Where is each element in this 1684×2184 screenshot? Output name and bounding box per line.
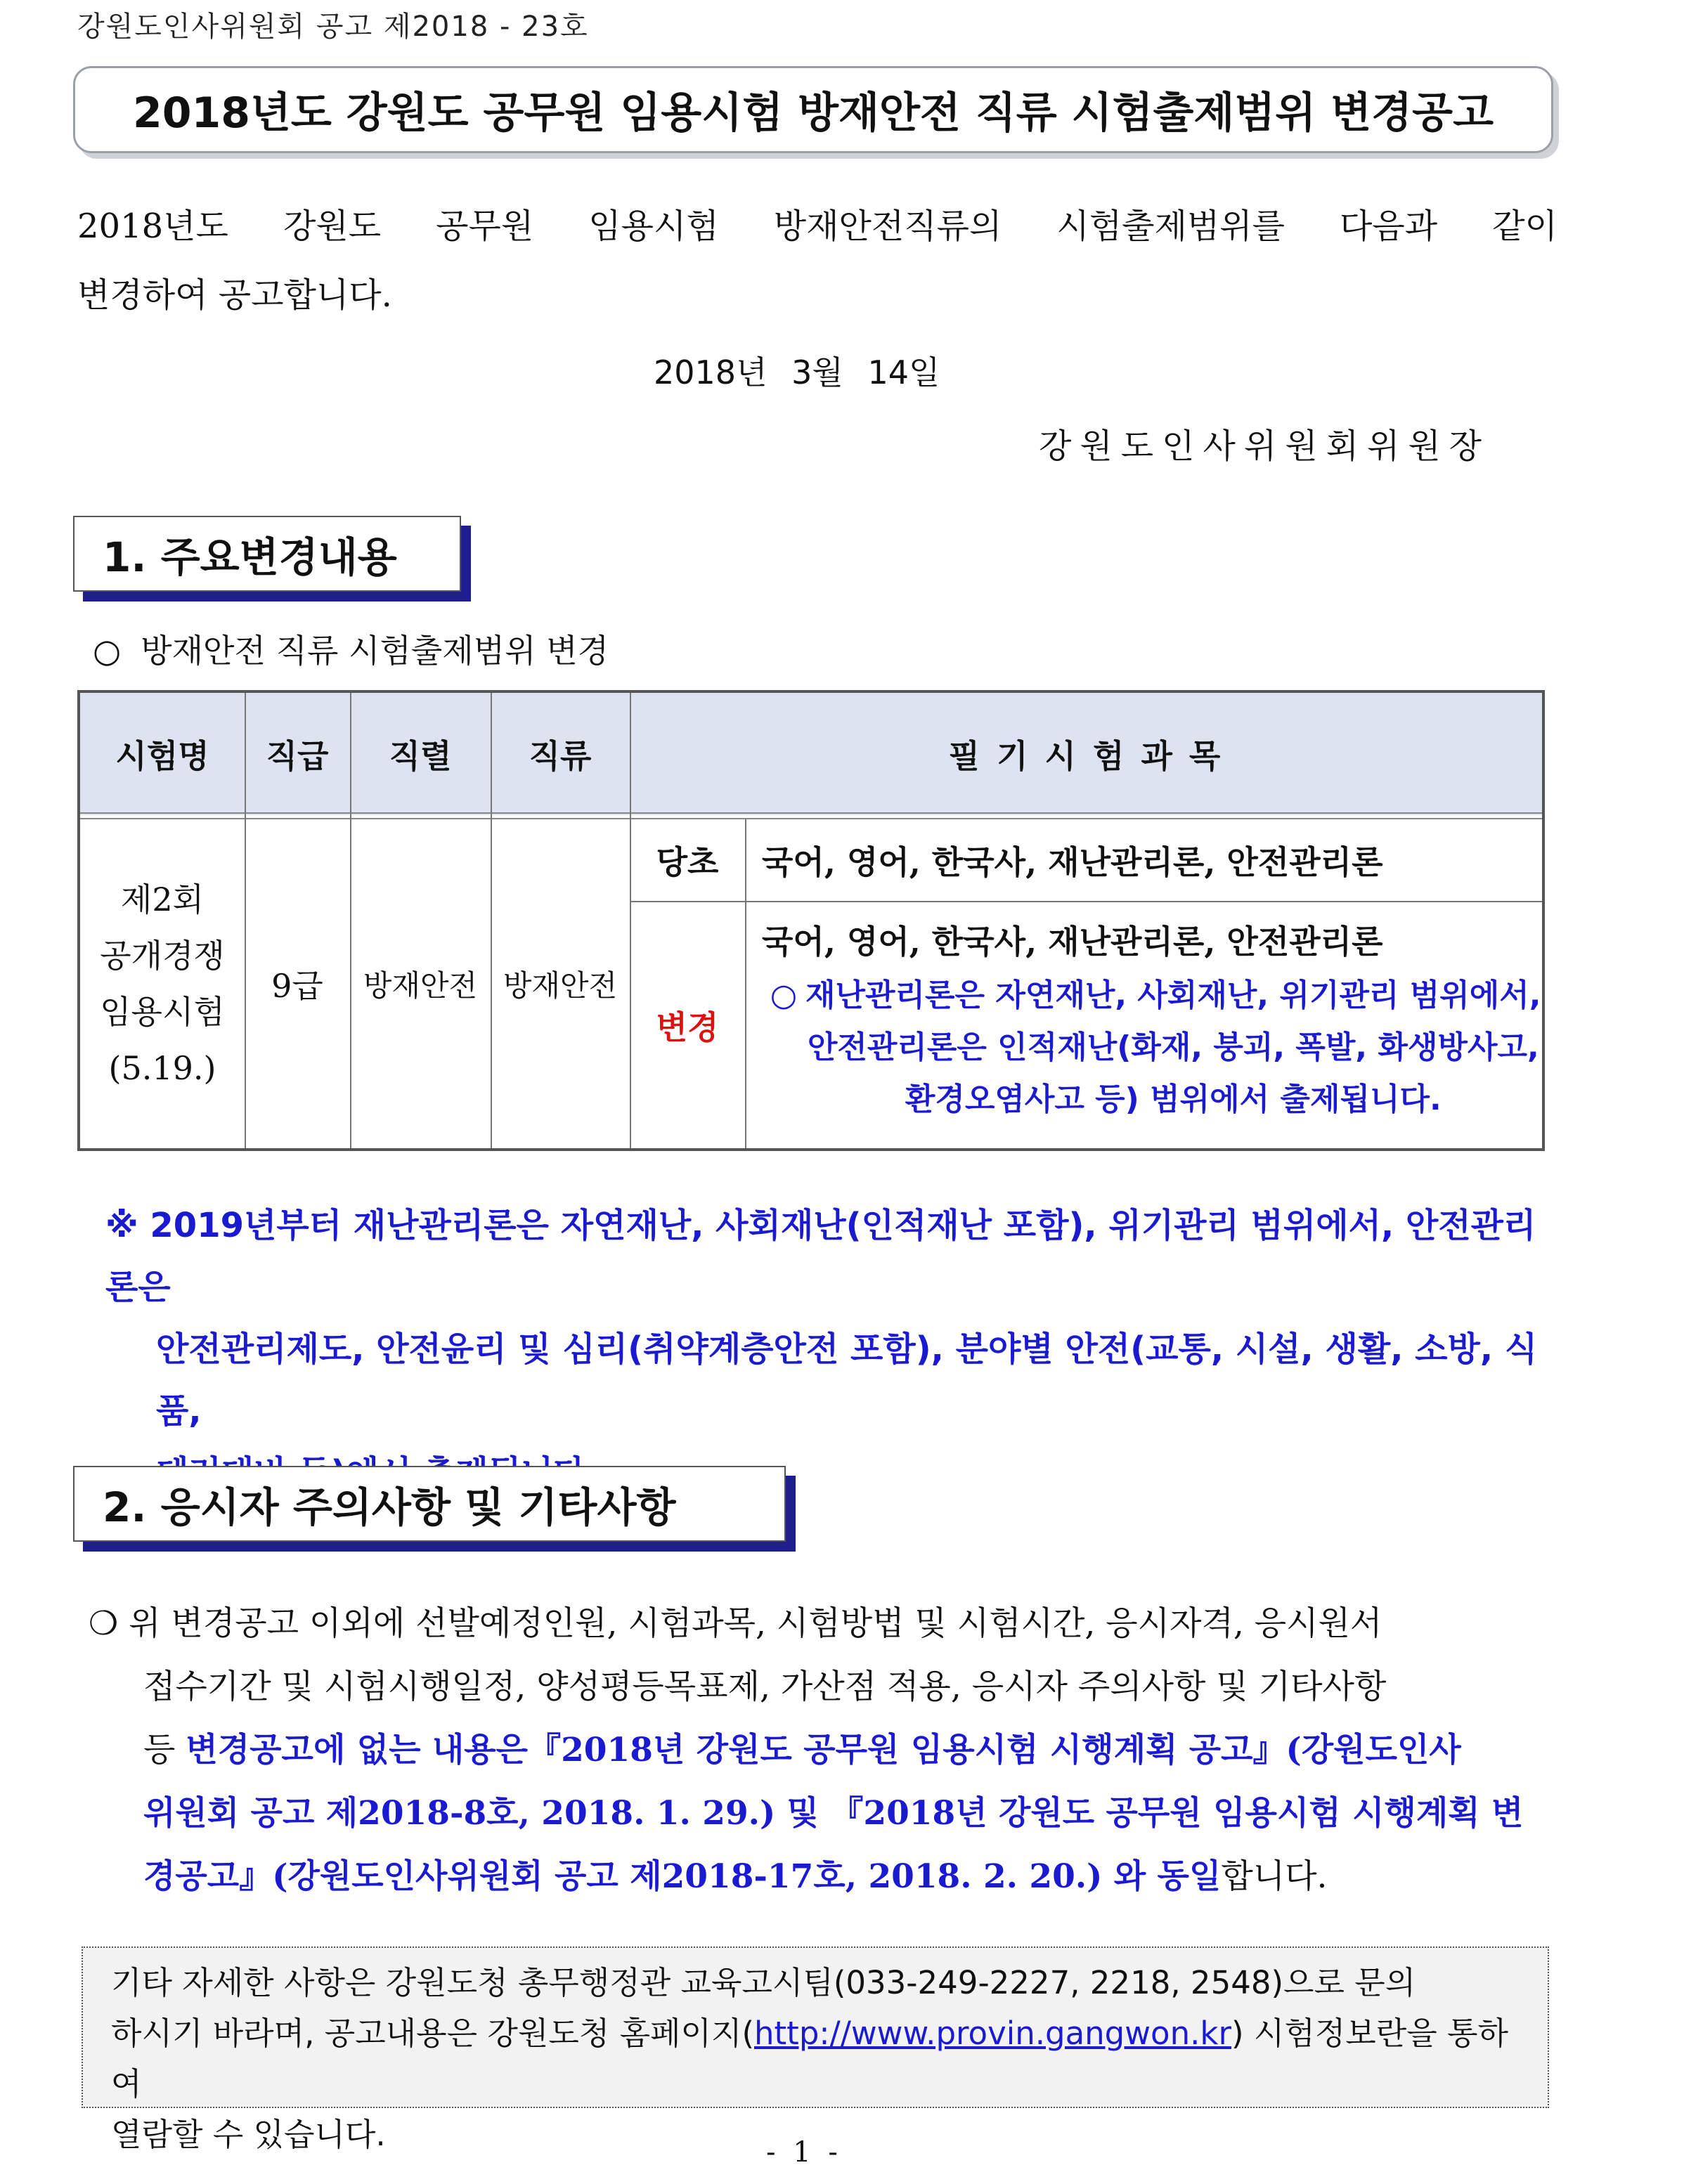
intro-word: 강원도	[283, 207, 382, 246]
intro-word: 공무원	[436, 207, 534, 246]
homepage-link[interactable]: http://www.provin.gangwon.kr	[754, 2015, 1231, 2052]
changed-note-bullet-icon: ○	[770, 977, 798, 1013]
section-1-heading	[73, 516, 461, 592]
grade-cell: 9급	[271, 967, 323, 1005]
info-box	[82, 1946, 1549, 2153]
exam-name-line: 공개경쟁	[100, 937, 225, 975]
intro-word: 시험출제범위를	[1056, 207, 1285, 246]
page-number: - 1 -	[766, 2136, 842, 2169]
note-line-2: 안전관리제도, 안전윤리 및 심리(취약계층안전 포함), 분야별 안전(교통, 시설, 생활, 소방, 식품,	[156, 1330, 1538, 1431]
exam-name-line: (5.19.)	[108, 1049, 216, 1087]
notice-date: 2018년 3월 14일	[654, 353, 940, 391]
intro-word: 2018년도	[77, 207, 228, 246]
section-2-highlight-3: 경공고』(강원도인사위원회 공고 제2018-17호, 2018. 2. 20.) 와 동일	[143, 1857, 1222, 1896]
info-line-3: 열람할 수 있습니다.	[111, 2116, 386, 2153]
table-header-exam-name: 시험명	[80, 693, 245, 815]
section-2-body	[89, 1592, 1557, 1909]
section-2-prefix: 등	[143, 1731, 186, 1769]
intro-line-1	[77, 193, 1557, 260]
original-label: 당초	[656, 843, 719, 881]
series-cell: 방재안전	[363, 968, 478, 1003]
changed-subjects-cell	[745, 902, 1542, 1148]
page-title: 2018년도 강원도 공무원 임용시험 방재안전 직류 시험출제범위 변경공고	[132, 89, 1494, 138]
title-box	[73, 66, 1553, 153]
note-block	[105, 1195, 1557, 1504]
info-line-2	[111, 2008, 1520, 2110]
changed-label: 변경	[656, 1008, 719, 1046]
hollow-circle-bullet-icon: ❍	[89, 1604, 119, 1643]
section-1-title: 1. 주요변경내용	[103, 533, 397, 581]
table-header-grade: 직급	[245, 693, 350, 815]
changed-note-line: 안전관리론은 인적재난(화재, 붕괴, 폭발, 화생방사고,	[807, 1029, 1539, 1065]
circle-bullet-icon: ○	[93, 632, 122, 670]
changed-note-line: 재난관리론은 자연재난, 사회재난, 위기관리 범위에서,	[805, 977, 1541, 1013]
section-2-line-1	[89, 1592, 1557, 1656]
changed-subjects: 국어, 영어, 한국사, 재난관리론, 안전관리론	[762, 923, 1383, 961]
section-2-line-5	[89, 1845, 1557, 1909]
intro-word: 방재안전직류의	[773, 207, 1002, 246]
section-1-bullet-text: 방재안전 직류 시험출제범위 변경	[141, 632, 609, 670]
section-2-line-3	[89, 1719, 1557, 1782]
note-line	[105, 1195, 1557, 1318]
reference-mark-icon: ※	[105, 1206, 138, 1245]
exam-name-line: 임용시험	[100, 993, 225, 1031]
section-2-suffix: 합니다.	[1221, 1857, 1328, 1896]
table-header-class: 직류	[491, 693, 630, 815]
doc-number: 강원도인사위원회 공고 제2018 - 23호	[77, 11, 589, 43]
exam-name-cell	[80, 819, 245, 1148]
changed-note-line: 환경오염사고 등) 범위에서 출제됩니다.	[905, 1081, 1442, 1117]
info-line-2-suffix: ) 시험정보란을 통하여	[111, 2015, 1508, 2102]
original-subjects: 국어, 영어, 한국사, 재난관리론, 안전관리론	[762, 843, 1383, 881]
intro-word: 임용시험	[588, 207, 719, 246]
section-1-bullet	[93, 625, 609, 672]
section-2-line-2: 접수기간 및 시험시행일정, 양성평등목표제, 가산점 적용, 응시자 주의사항 및 기타사항	[143, 1668, 1387, 1706]
changed-note	[762, 970, 1541, 1126]
exam-table	[77, 690, 1545, 1151]
table-header-subjects: 필 기 시 험 과 목	[630, 693, 1542, 815]
section-2-text-1: 위 변경공고 이외에 선발예정인원, 시험과목, 시험방법 및 시험시간, 응시자격, 응시원서	[129, 1604, 1382, 1643]
signer: 강원도인사위원회위원장	[1039, 427, 1491, 466]
table-header-series: 직렬	[350, 693, 491, 815]
section-2-line-4: 위원회 공고 제2018-8호, 2018. 1. 29.) 및 『2018년 강원도 공무원 임용시험 시행계획 변	[143, 1794, 1524, 1833]
info-line-1: 기타 자세한 사항은 강원도청 총무행정관 교육고시팀(033-249-2227, 2218, 2548)으로 문의	[111, 1964, 1416, 2001]
section-2-heading	[73, 1466, 786, 1542]
info-line-2-prefix: 하시기 바라며, 공고내용은 강원도청 홈페이지(	[111, 2015, 755, 2052]
section-2-highlight-1: 변경공고에 없는 내용은『2018년 강원도 공무원 임용시험 시행계획 공고』(강원도인사	[186, 1731, 1461, 1769]
exam-name-line: 제2회	[120, 880, 205, 918]
note-line-1: 2019년부터 재난관리론은 자연재난, 사회재난(인적재난 포함), 위기관리 범위에서, 안전관리론은	[105, 1206, 1536, 1307]
class-cell: 방재안전	[503, 968, 618, 1003]
intro-word: 다음과	[1340, 207, 1438, 246]
section-2-title: 2. 응시자 주의사항 및 기타사항	[103, 1483, 676, 1531]
intro-line-2: 변경하여 공고합니다.	[77, 275, 392, 315]
intro-word: 같이	[1492, 207, 1557, 246]
